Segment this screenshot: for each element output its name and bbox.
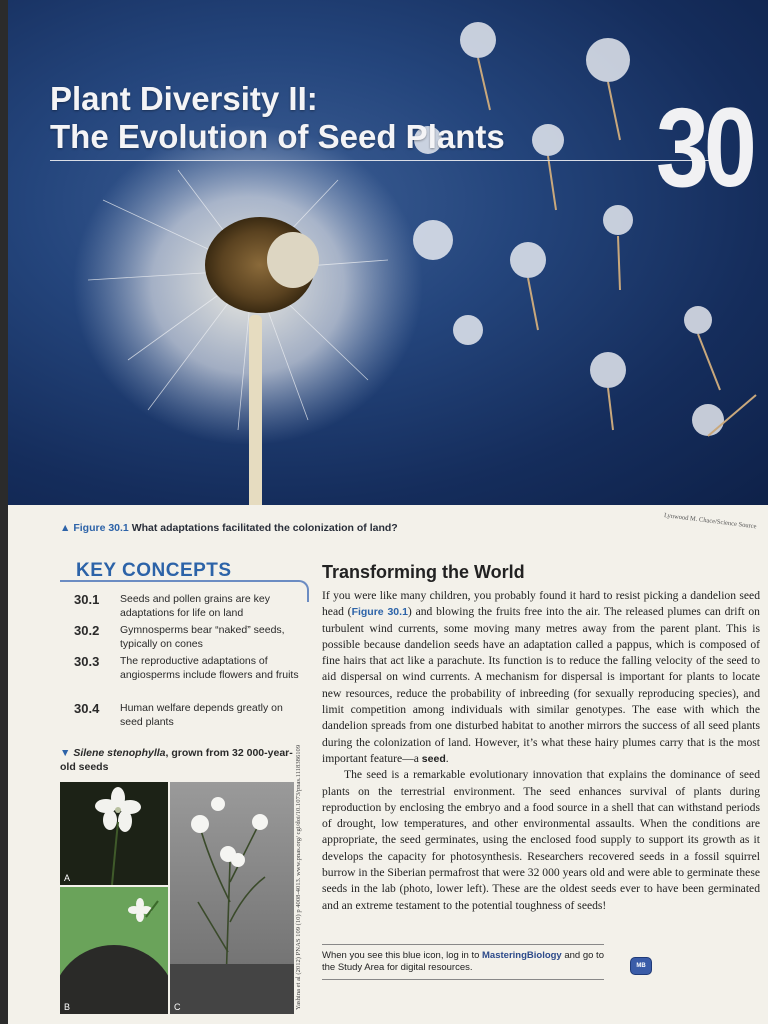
chapter-number: 30	[656, 85, 752, 210]
photo-a-flower	[60, 782, 168, 885]
mastering-biology-icon: MB	[630, 957, 652, 975]
flowering-plant-icon	[170, 782, 294, 1014]
key-concept-number: 30.3	[74, 654, 100, 669]
paragraph-1	[322, 588, 760, 767]
figure-label: Figure 30.1	[73, 522, 129, 534]
silene-photo-panel	[60, 782, 294, 1014]
photo-label-a: A	[64, 873, 71, 883]
photo-c-plant	[170, 782, 294, 1014]
key-concept-number: 30.4	[74, 701, 100, 716]
photo-label-b: B	[64, 1002, 71, 1012]
figure-caption-text: What adaptations facilitated the colonization of land?	[131, 522, 398, 534]
hero-photo-dandelion	[8, 0, 768, 505]
key-concept-text: Seeds and pollen grains are key adaptations for life on land	[120, 593, 271, 619]
chapter-title-line1: Plant Diversity II:	[50, 80, 318, 117]
p1-text-a: If you were like many children, you probably found it hard to resist picking a dandelion seed head (	[322, 589, 760, 619]
key-concept-item	[74, 701, 304, 729]
figure-triangle-icon: ▲	[60, 522, 71, 534]
key-concept-item	[74, 654, 304, 698]
chevron-down-icon: ▼	[60, 747, 71, 759]
p1-text-c: .	[445, 751, 449, 765]
key-concept-text: Human welfare depends greatly on seed plants	[120, 702, 283, 728]
mastering-note	[322, 944, 604, 980]
silene-species: Silene stenophylla	[73, 747, 166, 759]
photo-label-c: C	[174, 1002, 181, 1012]
seedling-icon	[60, 887, 168, 1014]
textbook-page	[8, 0, 768, 1024]
key-concepts-heading: KEY CONCEPTS	[76, 560, 232, 581]
figure-reference-link[interactable]: Figure 30.1	[351, 606, 408, 619]
key-concept-item	[74, 623, 304, 651]
mastering-text-b: and go to the Study Area for digital resources.	[322, 950, 604, 973]
chapter-title	[50, 80, 505, 156]
key-concept-number: 30.2	[74, 623, 100, 638]
mastering-brand: MasteringBiology	[482, 950, 562, 961]
paragraph-2: The seed is a remarkable evolutionary innovation that explains the dominance of seed plants on the terrestrial environment. The seed enhances survival of plants during reproduction by enclosing the embryo and a food source in a shell that can withstand periods of drought, low temperatures, and other environmental assaults. When the conditions are appropriate, the seed germinates, using the enclosed food supply to support its growth as it develops the capacity for photosynthesis. Researchers recovered seeds in a fossil squirrel burrow in the Siberian permafrost that were 32 000 years old and were able to germinate these seeds in the lab (photo, lower left). These are the oldest seeds ever to have been germinated and an extreme testament to the potential toughness of seeds!	[322, 768, 760, 912]
photo-credit: Yashina et al (2012) PNAS 109 (10) p 4008-4013. www.pnas.org/ cgi/doi/10.1073/pnas.1118386109	[295, 744, 302, 1010]
key-concepts-list	[74, 592, 304, 732]
white-flower-icon	[60, 782, 168, 885]
dandelion-illustration	[8, 0, 768, 505]
silene-caption	[60, 746, 300, 774]
title-rule	[50, 160, 710, 161]
p1-bold-term: seed	[421, 752, 446, 765]
key-concept-text: The reproductive adaptations of angiosperms include flowers and fruits	[120, 655, 299, 681]
body-text	[322, 588, 760, 914]
mastering-text-a: When you see this blue icon, log in to	[322, 950, 483, 961]
p1-text-b: ) and blowing the fruits free into the air. The released plumes can drift on turbulent wind currents, some moving many metres away from the parent plant. This is possible because dandelion seeds have an adaptation called a pappus, which is composed of fine hairs that act like a parachute. Its function is to reduce the falling velocity of the seed to aid dispersal on wind currents. A mechanism for dispersal is important for plants to locate new resources, reduce the probability of inbreeding (for sexually reproducing species), and limit competition among individuals with similar genotypes. The ease with which the dandelion spreads from one disturbed habitat to another mirrors the success of all seed plants during the colonization of land. However, it’s what these hairy plumes carry that is the most important feature—a	[322, 605, 760, 765]
silene-caption-rest: , grown from 32 000-year-old seeds	[60, 747, 293, 773]
chapter-title-line2: The Evolution of Seed Plants	[50, 118, 505, 155]
key-concept-item	[74, 592, 304, 620]
figure-credit: Lynwood M. Chace/Science Source	[663, 512, 757, 531]
figure-caption	[60, 522, 398, 534]
key-concept-text: Gymnosperms bear “naked” seeds, typically on cones	[120, 624, 285, 650]
photo-b-seedling	[60, 887, 168, 1014]
key-concept-number: 30.1	[74, 592, 100, 607]
section-title: Transforming the World	[322, 562, 525, 582]
